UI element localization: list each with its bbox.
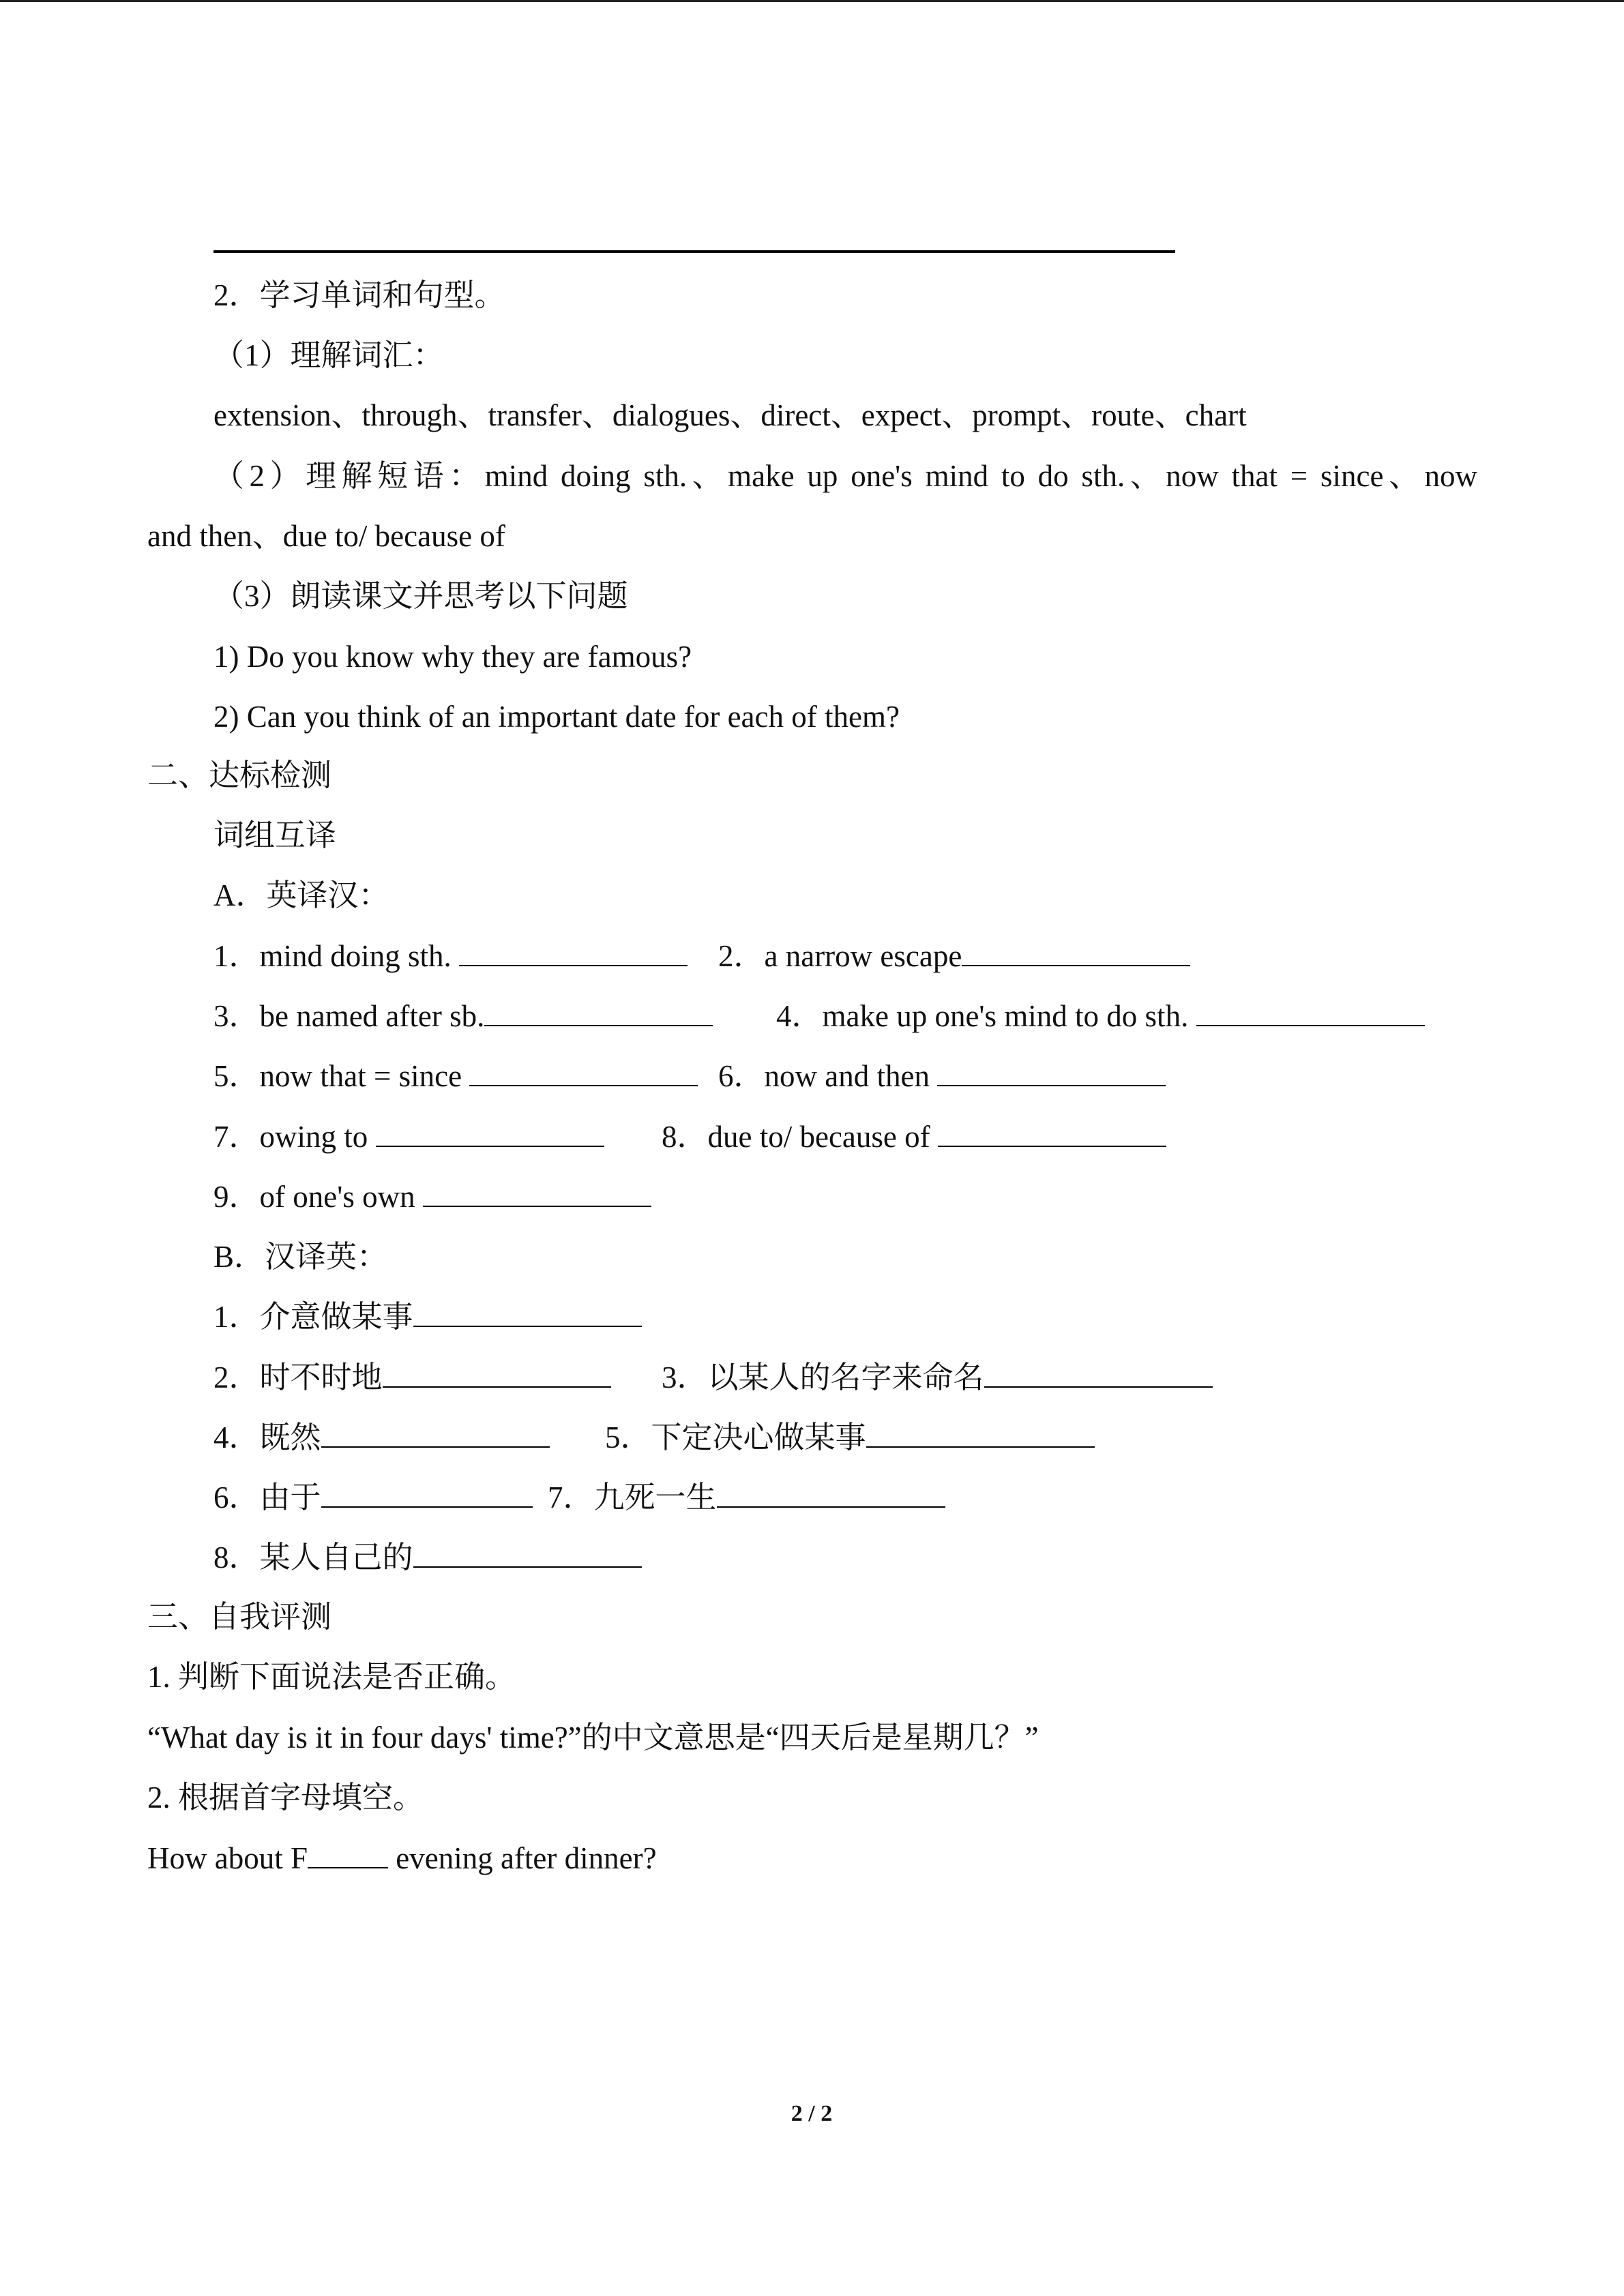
b-item-6: 6．由于 (213, 1478, 533, 1517)
a-item-5: 5．now that = since (213, 1057, 698, 1095)
b-item-3: 3．以某人的名字来命名 (662, 1358, 1213, 1397)
a-item-2: 2．a narrow escape (718, 937, 1190, 975)
answer-blank[interactable] (376, 1118, 604, 1147)
a-item-4: 4．make up one's mind to do sth. (776, 997, 1425, 1035)
answer-blank[interactable] (308, 1840, 388, 1868)
part-b-label: B．汉译英： (213, 1240, 388, 1274)
answer-blank[interactable] (962, 938, 1190, 966)
answer-blank[interactable] (423, 1178, 651, 1207)
answer-blank[interactable] (459, 938, 688, 966)
self-item-1: 1. 判断下面说法是否正确。 (147, 1660, 516, 1694)
check-sub: 词组互译 (213, 818, 337, 852)
phrases-continued: and then、due to/ because of (147, 519, 505, 553)
vocab-words: extension、through、transfer、dialogues、direct、expect、prompt、route、chart (213, 398, 1247, 432)
answer-blank[interactable] (383, 1359, 611, 1388)
answer-line (213, 250, 1175, 253)
learn-heading: 2．学习单词和句型。 (213, 278, 505, 312)
a-item-6: 6．now and then (718, 1057, 1166, 1095)
question-2: 2) Can you think of an important date for each of them? (213, 700, 900, 734)
answer-blank[interactable] (413, 1539, 642, 1568)
self-item-2: 2. 根据首字母填空。 (147, 1780, 424, 1815)
self-item-1-text: “What day is it in four days' time?”的中文意思是“四天后是星期几？” (147, 1720, 1039, 1755)
answer-blank[interactable] (984, 1359, 1213, 1388)
self-item-2-text: How about F evening after dinner? (147, 1841, 657, 1875)
answer-blank[interactable] (938, 1118, 1166, 1147)
page-number: 2 / 2 (791, 2101, 833, 2126)
a-item-1: 1．mind doing sth. (213, 937, 688, 975)
read-label: （3）朗读课文并思考以下问题 (213, 579, 628, 613)
b-item-8: 8．某人自己的 (213, 1538, 642, 1577)
phrases-line: （2）理解短语：mind doing sth.、make up one's mind to do sth.、now that = since、now (213, 459, 1477, 493)
a-item-8: 8．due to/ because of (662, 1118, 1166, 1156)
question-1: 1) Do you know why they are famous? (213, 640, 692, 674)
answer-blank[interactable] (469, 1058, 698, 1086)
answer-blank[interactable] (321, 1419, 550, 1448)
a-item-9: 9．of one's own (213, 1178, 651, 1216)
answer-blank[interactable] (413, 1298, 642, 1327)
b-item-7: 7．九死一生 (548, 1478, 945, 1517)
a-item-7: 7．owing to (213, 1118, 604, 1156)
answer-blank[interactable] (484, 998, 713, 1026)
vocab-label: （1）理解词汇： (213, 338, 444, 372)
answer-blank[interactable] (866, 1419, 1095, 1448)
part-a-label: A．英译汉： (213, 878, 389, 912)
answer-blank[interactable] (1196, 998, 1425, 1026)
answer-blank[interactable] (937, 1058, 1166, 1086)
a-item-3: 3．be named after sb. (213, 997, 713, 1035)
b-item-2: 2．时不时地 (213, 1358, 611, 1397)
answer-blank[interactable] (717, 1479, 945, 1508)
check-heading: 二、达标检测 (147, 758, 332, 792)
self-heading: 三、自我评测 (147, 1600, 332, 1634)
b-item-1: 1．介意做某事 (213, 1298, 642, 1336)
answer-blank[interactable] (321, 1479, 533, 1508)
b-item-4: 4．既然 (213, 1418, 550, 1457)
b-item-5: 5．下定决心做某事 (605, 1418, 1095, 1457)
top-border (0, 0, 1624, 2)
